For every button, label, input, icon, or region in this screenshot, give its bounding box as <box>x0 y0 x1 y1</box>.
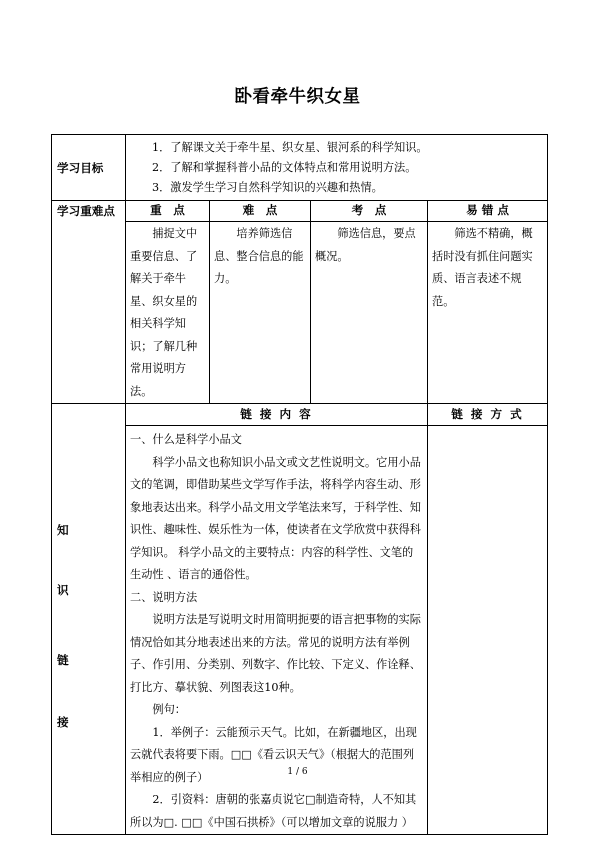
goal-item: 3．激发学生学习自然科学知识的兴趣和热情。 <box>152 181 383 194</box>
header-error-prone: 易 错 点 <box>428 201 548 222</box>
goals-label-cell <box>52 135 126 201</box>
side-char: 识 <box>57 583 69 597</box>
goals-row <box>52 135 548 201</box>
side-char: 知 <box>57 523 69 537</box>
paragraph: 说明方法是写说明文时用简明扼要的语言把事物的实际情况恰如其分地表述出来的方法。常见的说明方法有举例子、作引用、分类别、列数字、作比较、下定义、作诠释、打比方、摹状貌、列图表这10种。 <box>130 613 421 694</box>
goals-content <box>126 135 548 201</box>
goal-item: 1．了解课文关于牵牛星、织女星、银河系的科学知识。 <box>152 141 428 154</box>
paragraph: 1．举例子：云能预示天气。比如，在新疆地区，出现云就代表将要下雨。□□《看云识天气》（根据大的范围列举相应的例子） <box>130 725 417 784</box>
knowledge-header-row <box>52 404 548 426</box>
difficulty-cell: 培养筛选信息、整合信息的能力。 <box>210 222 311 404</box>
error-prone-cell: 筛选不精确，概括时没有抓住问题实质、语言表述不规范。 <box>428 222 548 404</box>
header-focus: 重 点 <box>126 201 210 222</box>
link-method-header: 链 接 方 式 <box>428 404 548 426</box>
page-number: 1 / 6 <box>287 767 308 777</box>
section-heading: 一、什么是科学小品文 <box>130 433 242 446</box>
goal-item: 2．了解和掌握科普小品的文体特点和常用说明方法。 <box>152 161 417 174</box>
page-title: 卧看牵牛织女星 <box>234 87 361 107</box>
lesson-table <box>51 134 548 835</box>
paragraph: 例句： <box>152 703 186 716</box>
keypoints-header-row <box>52 201 548 222</box>
keypoints-label: 学习重难点 <box>57 204 115 218</box>
exam-point-cell: 筛选信息，要点概况。 <box>311 222 428 404</box>
paragraph: 2．引资料：唐朝的张嘉贞说它□制造奇特，人不知其所以为□. □□《中国石拱桥》（可以增加文章的说服力 ） <box>130 793 417 829</box>
keypoints-content-row <box>52 222 548 404</box>
side-char: 接 <box>57 715 69 729</box>
section-heading: 二、说明方法 <box>130 590 198 604</box>
focus-cell: 捕捉文中重要信息、了解关于牵牛星、织女星的相关科学知识；了解几种常用说明方法。 <box>126 222 210 404</box>
link-content-header: 链 接 内 容 <box>126 404 428 426</box>
side-char: 链 <box>57 653 69 667</box>
keypoints-label-cell <box>52 201 126 404</box>
paragraph: 科学小品文也称知识小品文或文艺性说明文。它用小品文的笔调，即借助某些文学写作手法，将科学内容生动、形象地表达出来。科学小品文用文学笔法来写，于科学性、知识性、趣味性、娱乐性为一体，使读者在文学欣赏中获得科学知识。 科学小品文的主要特点：内容的科学性、文笔的生动性 、语言的通俗性。 <box>130 455 421 581</box>
goals-label: 学习目标 <box>57 160 104 175</box>
header-difficulty: 难 点 <box>210 201 311 222</box>
header-exam-point: 考 点 <box>311 201 428 222</box>
